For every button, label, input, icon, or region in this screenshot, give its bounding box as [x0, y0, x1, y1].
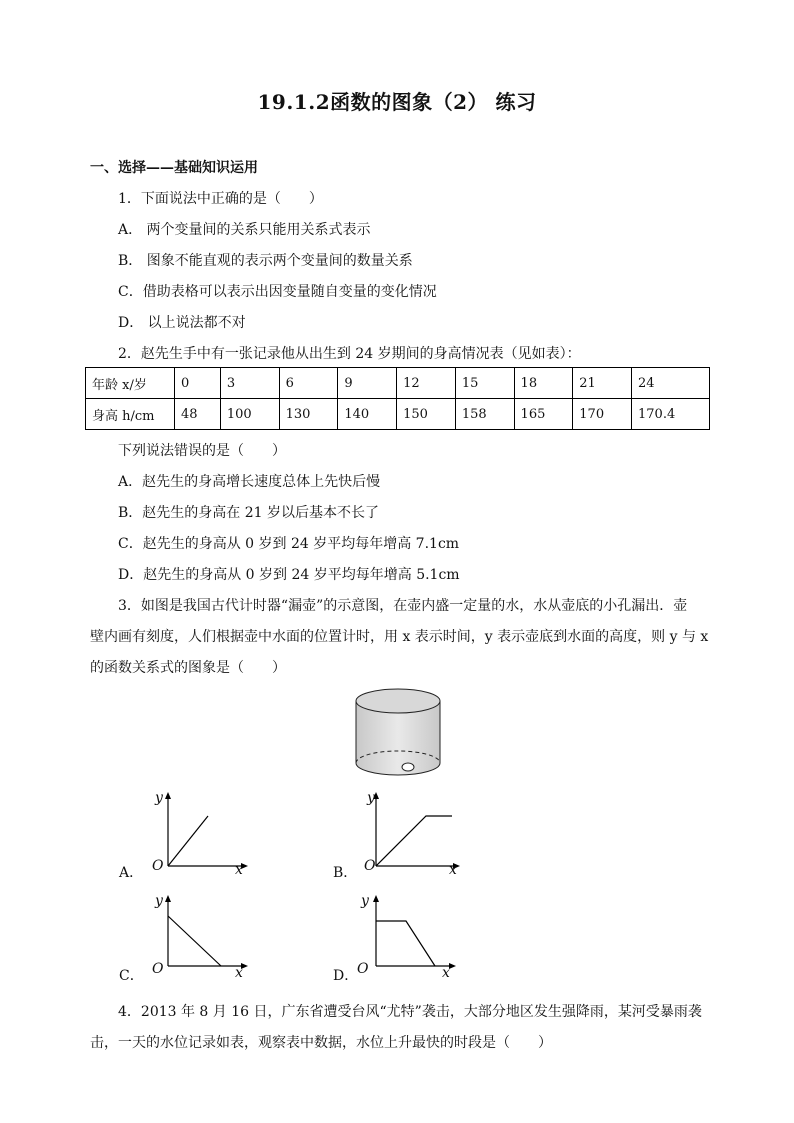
- graph-d-x-label: x: [442, 965, 450, 981]
- table-header-height: 身高 h/cm: [86, 399, 175, 430]
- table-header-age: 年龄 x/岁: [86, 368, 175, 399]
- graph-b-x-label: x: [449, 862, 457, 878]
- graph-a-y-label: y: [155, 790, 163, 806]
- graph-c-y-label: y: [155, 893, 163, 909]
- table-row-age: [86, 368, 710, 399]
- question-2-stem: 2．赵先生手中有一张记录他从出生到 24 岁期间的身高情况表（见如表）：: [118, 346, 581, 362]
- question-4-stem-line-2: 击，一天的水位记录如表，观察表中数据，水位上升最快的时段是（ ）: [90, 1035, 552, 1051]
- table-cell: 100: [220, 399, 279, 430]
- graph-c-origin: O: [152, 961, 164, 977]
- table-cell: 15: [455, 368, 514, 399]
- table-cell: 158: [455, 399, 514, 430]
- table-cell: 6: [279, 368, 338, 399]
- question-1-option-c: C．借助表格可以表示出因变量随自变量的变化情况: [118, 284, 437, 300]
- graph-d-y-label: y: [361, 893, 369, 909]
- height-table: [85, 367, 710, 430]
- question-2-option-b: B．赵先生的身高在 21 岁以后基本不长了: [118, 505, 380, 521]
- question-4-stem-line-1: 4．2013 年 8 月 16 日，广东省遭受台风“尤特”袭击，大部分地区发生强降雨，某河受暴雨袭: [118, 1004, 702, 1020]
- table-cell: 21: [573, 368, 632, 399]
- question-2-option-d: D．赵先生的身高从 0 岁到 24 岁平均每年增高 5.1cm: [118, 567, 460, 583]
- graph-a-origin: O: [152, 858, 164, 874]
- page-title: 19.1.2函数的图象（2） 练习: [257, 90, 537, 114]
- graph-d-label: D．: [333, 968, 359, 984]
- table-row-height: [86, 399, 710, 430]
- graph-b-origin: O: [364, 858, 376, 874]
- table-cell: 18: [514, 368, 573, 399]
- question-3-stem-line-1: 3．如图是我国古代计时器“漏壶”的示意图，在壶内盛一定量的水，水从壶底的小孔漏出．壶: [118, 598, 688, 614]
- table-cell: 130: [279, 399, 338, 430]
- table-cell: 0: [175, 368, 221, 399]
- table-cell: 170.4: [632, 399, 710, 430]
- graph-a-label: A．: [119, 865, 144, 881]
- table-cell: 24: [632, 368, 710, 399]
- table-cell: 3: [220, 368, 279, 399]
- table-cell: 48: [175, 399, 221, 430]
- water-clock-figure: [350, 683, 446, 783]
- table-cell: 9: [338, 368, 397, 399]
- question-2-option-c: C．赵先生的身高从 0 岁到 24 岁平均每年增高 7.1cm: [118, 536, 460, 552]
- graph-b-y-label: y: [367, 790, 375, 806]
- graph-d-origin: O: [357, 961, 369, 977]
- question-1-stem: 1．下面说法中正确的是（ ）: [118, 191, 323, 207]
- graph-a-x-label: x: [235, 862, 243, 878]
- question-2-option-a: A．赵先生的身高增长速度总体上先快后慢: [118, 474, 381, 490]
- table-cell: 140: [338, 399, 397, 430]
- table-cell: 150: [397, 399, 456, 430]
- section-heading: 一、选择——基础知识运用: [90, 160, 258, 176]
- pot-rim-icon: [356, 689, 440, 713]
- table-cell: 170: [573, 399, 632, 430]
- question-3-stem-line-2: 壁内画有刻度，人们根据壶中水面的位置计时，用 x 表示时间，y 表示壶底到水面的高度，则 y 与 x: [90, 629, 709, 645]
- question-2-prompt: 下列说法错误的是（ ）: [118, 443, 286, 459]
- graph-d: [356, 893, 456, 979]
- leak-hole-icon: [402, 763, 414, 771]
- table-cell: 165: [514, 399, 573, 430]
- graph-c-x-label: x: [235, 965, 243, 981]
- table-cell: 12: [397, 368, 456, 399]
- question-1-option-b: B． 图象不能直观的表示两个变量间的数量关系: [118, 253, 413, 269]
- question-1-option-d: D． 以上说法都不对: [118, 315, 246, 331]
- graph-b-label: B．: [333, 865, 358, 881]
- question-3-stem-line-3: 的函数关系式的图象是（ ）: [90, 660, 286, 676]
- question-1-option-a: A． 两个变量间的关系只能用关系式表示: [118, 222, 371, 238]
- graph-c-label: C．: [119, 968, 144, 984]
